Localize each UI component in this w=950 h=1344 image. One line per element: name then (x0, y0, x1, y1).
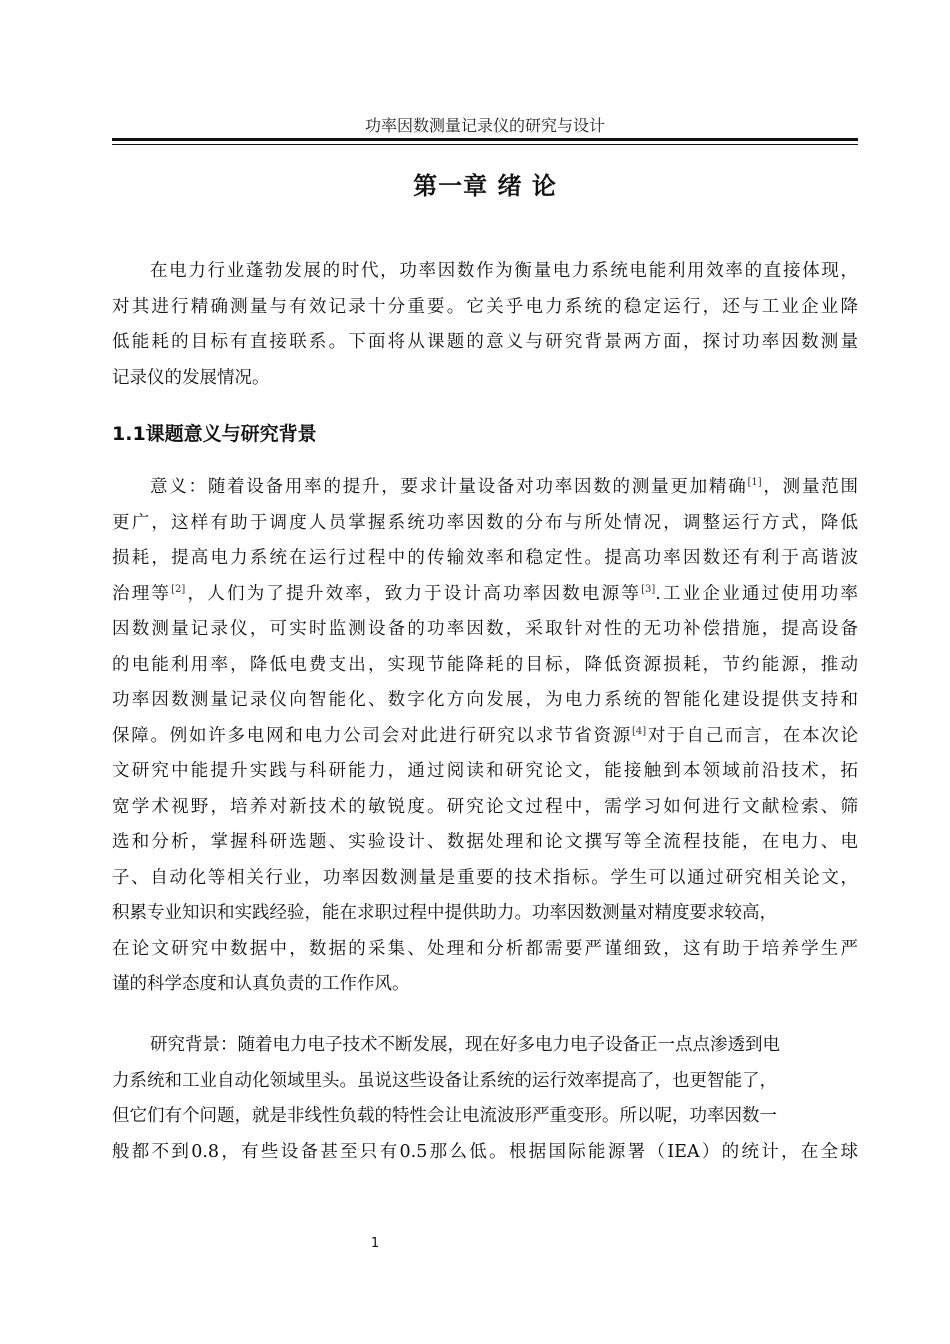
significance-line: 功率因数测量记录仪向智能化、数字化方向发展，为电力系统的智能化建设提供支持和 (112, 690, 858, 710)
significance-line: 文研究中能提升实践与科研能力，通过阅读和研究论文，能接触到本领域前沿技术，拓 (112, 761, 858, 781)
page-number: 1 (370, 1236, 380, 1251)
significance-line: 谨的科学态度和认真负责的工作作风。 (112, 974, 410, 994)
background-line: 但它们有个问题，就是非线性负载的特性会让电流波形严重变形。所以呢，功率因数一 (112, 1106, 777, 1126)
background-paragraph (112, 1028, 858, 1170)
significance-line: 积累专业知识和实践经验，能在求职过程中提供助力。功率因数测量对精度要求较高， (112, 903, 777, 923)
intro-line: 记录仪的发展情况。 (112, 367, 270, 388)
running-header: 功率因数测量记录仪的研究与设计 (364, 116, 605, 135)
citation-ref: [4] (631, 725, 647, 737)
significance-paragraph (112, 470, 858, 1003)
significance-line: 的电能利用率，降低电费支出，实现节能降耗的目标，降低资源损耗，节约能源，推动 (112, 654, 858, 675)
intro-line: 对其进行精确测量与有效记录十分重要。它关乎电力系统的稳定运行，还与工业企业降 (112, 296, 858, 317)
significance-line: 损耗，提高电力系统在运行过程中的传输效率和稳定性。提高功率因数还有利于高谐波 (112, 548, 858, 568)
significance-line: 子、自动化等相关行业，功率因数测量是重要的技术指标。学生可以通过研究相关论文， (112, 867, 858, 888)
significance-line: 更广，这样有助于调度人员掌握系统功率因数的分布与所处情况，调整运行方式，降低 (112, 512, 858, 533)
background-line: 般都不到0.8，有些设备甚至只有0.5那么低。根据国际能源署（IEA）的统计，在全球 (112, 1141, 858, 1162)
citation-ref: [1] (747, 477, 762, 488)
citation-ref: [2] (171, 583, 186, 595)
significance-line: 保障。例如许多电网和电力公司会对此进行研究以求节省资源[4]对于自己而言，在本次论 (112, 725, 859, 746)
significance-line: 意义：随着设备用率的提升，要求计量设备对功率因数的测量更加精确[1]，测量范围 (150, 477, 859, 497)
significance-line: 因数测量记录仪，可实时监测设备的功率因数，采取针对性的无功补偿措施，提高设备 (112, 619, 858, 639)
significance-line: 宽学术视野，培养对新技术的敏锐度。研究论文过程中，需学习如何进行文献检索、筛 (112, 796, 858, 817)
header-rule-thin (112, 144, 858, 145)
significance-line: 选和分析，掌握科研选题、实验设计、数据处理和论文撰写等全流程技能，在电力、电 (112, 832, 858, 852)
section-heading: 1.1课题意义与研究背景 (112, 423, 317, 445)
background-line: 力系统和工业自动化领域里头。虽说这些设备让系统的运行效率提高了，也更智能了， (112, 1070, 777, 1091)
significance-line: 在论文研究中数据中，数据的采集、处理和分析都需要严谨细致，这有助于培养学生严 (112, 938, 858, 959)
intro-paragraph (112, 254, 858, 396)
significance-line: 治理等[2]，人们为了提升效率，致力于设计高功率因数电源等[3].工业企业通过使用功率 (112, 583, 858, 604)
header-rule-thick (112, 138, 858, 141)
background-line: 研究背景：随着电力电子技术不断发展，现在好多电力电子设备正一点点渗透到电 (150, 1035, 780, 1055)
citation-ref: [3] (641, 583, 656, 595)
intro-line: 低能耗的目标有直接联系。下面将从课题的意义与研究背景两方面，探讨功率因数测量 (112, 332, 858, 352)
chapter-title: 第一章 绪 论 (413, 172, 557, 200)
intro-line: 在电力行业蓬勃发展的时代，功率因数作为衡量电力系统电能利用效率的直接体现， (150, 261, 858, 281)
